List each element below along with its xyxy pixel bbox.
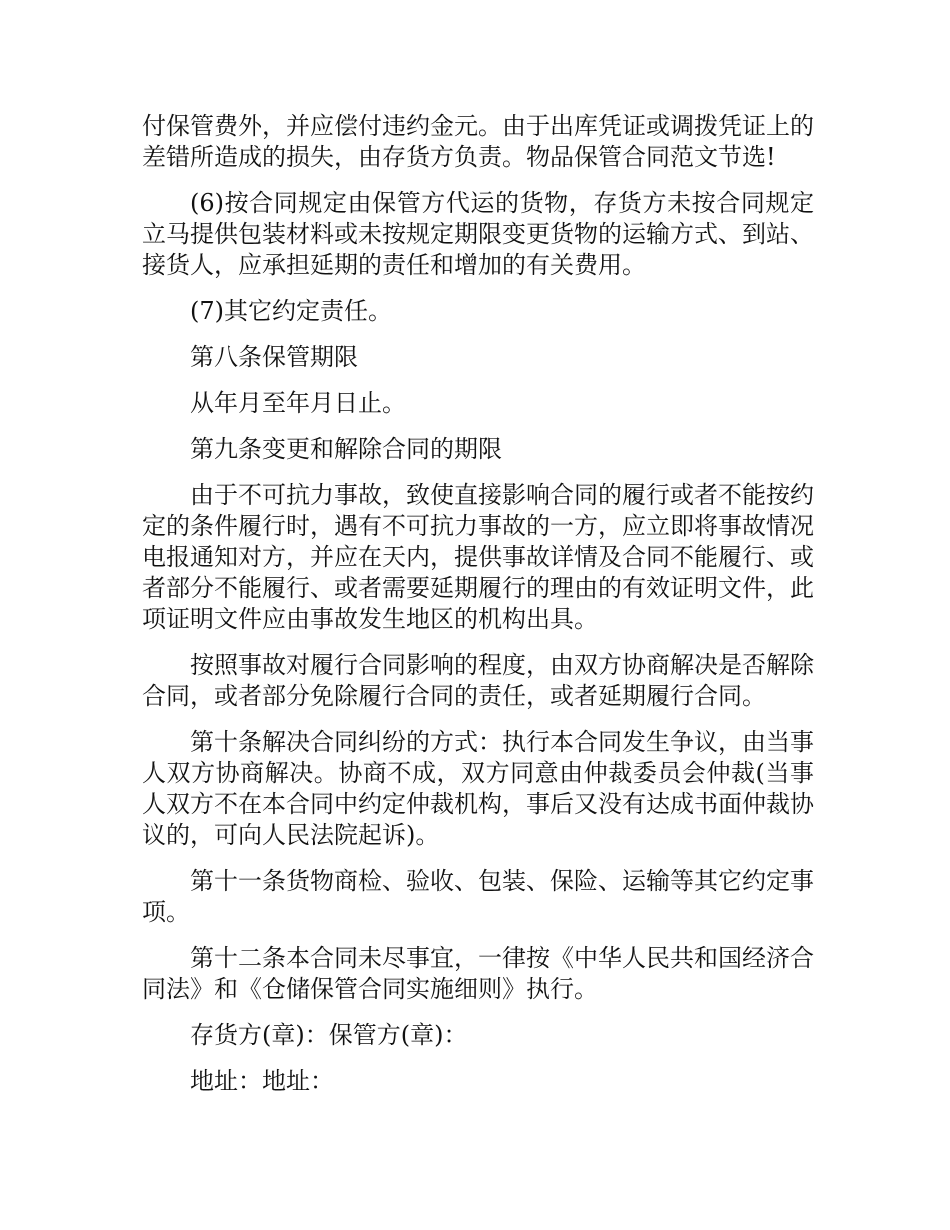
paragraph-continuation: 付保管费外，并应偿付违约金元。由于出库凭证或调拨凭证上的差错所造成的损失，由存货方负责。物品保管合同范文节选! <box>142 112 814 171</box>
signature-parties: 存货方(章)：保管方(章)： <box>190 1021 468 1049</box>
paragraph-article-12: 第十二条本合同未尽事宜，一律按《中华人民共和国经济合同法》和《仓储保管合同实施细则》执行。 <box>142 944 814 1003</box>
paragraph-force-majeure: 由于不可抗力事故，致使直接影响合同的履行或者不能按约定的条件履行时，遇有不可抗力事故的一方，应立即将事故情况电报通知对方，并应在天内，提供事故详情及合同不能履行、或者部分不能履行、或者需要延期履行的理由的有效证明文件，此项证明文件应由事故发生地区的机构出具。 <box>142 481 814 633</box>
paragraph-clause-7: (7)其它约定责任。 <box>190 297 392 325</box>
document-body <box>142 111 814 1112</box>
paragraph-clause-6: (6)按合同规定由保管方代运的货物，存货方未按合同规定立马提供包装材料或未按规定期限变更货物的运输方式、到站、接货人，应承担延期的责任和增加的有关费用。 <box>142 189 814 279</box>
paragraph-article-10: 第十条解决合同纠纷的方式：执行本合同发生争议，由当事人双方协商解决。协商不成，双方同意由仲裁委员会仲裁(当事人双方不在本合同中约定仲裁机构，事后又没有达成书面仲裁协议的，可向人民法院起诉)。 <box>142 728 814 849</box>
paragraph-storage-period: 从年月至年月日止。 <box>190 389 406 417</box>
paragraph-article-11: 第十一条货物商检、验收、包装、保险、运输等其它约定事项。 <box>142 867 814 926</box>
heading-article-8: 第八条保管期限 <box>190 343 358 371</box>
signature-addresses: 地址：地址： <box>190 1067 334 1095</box>
paragraph-termination: 按照事故对履行合同影响的程度，由双方协商解决是否解除合同，或者部分免除履行合同的责任，或者延期履行合同。 <box>142 651 814 710</box>
heading-article-9: 第九条变更和解除合同的期限 <box>190 435 502 463</box>
